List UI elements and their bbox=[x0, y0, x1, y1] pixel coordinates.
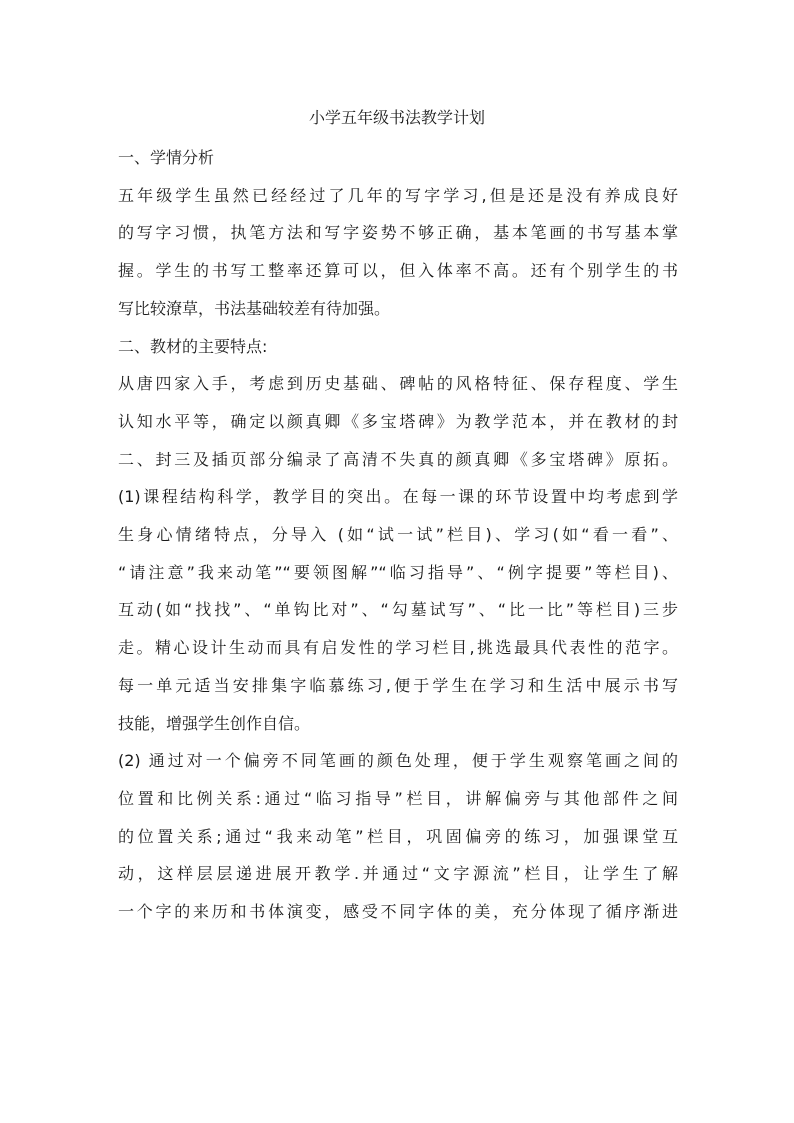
text-line: 的写字习惯，执笔方法和写字姿势不够正确，基本笔画的书写基本掌 bbox=[118, 223, 678, 243]
text-line: 写比较潦草，书法基础较差有待加强。 bbox=[118, 298, 391, 318]
text-line: 一个字的来历和书体演变，感受不同字体的美，充分体现了循序渐进 bbox=[118, 902, 678, 921]
text-line: 二、封三及插页部分编录了高清不失真的颜真卿《多宝塔碑》原拓。 bbox=[118, 449, 678, 469]
text-line: 每一单元适当安排集字临慕练习,便于学生在学习和生活中展示书写 bbox=[118, 675, 678, 695]
text-line: 生身心情绪特点，分导入 (如“试一试”栏目)、学习(如“看一看”、 bbox=[118, 525, 678, 544]
text-line: 走。精心设计生动而具有启发性的学习栏目,挑选最具代表性的范字。 bbox=[118, 638, 678, 658]
text-line: 的位置关系;通过“我来动笔”栏目，巩固偏旁的练习，加强课堂互 bbox=[118, 826, 678, 846]
text-line: 位置和比例关系:通过“临习指导”栏目，讲解偏旁与其他部件之间 bbox=[118, 788, 678, 808]
text-line: 握。学生的书写工整率还算可以，但入体率不高。还有个别学生的书 bbox=[118, 261, 678, 281]
text-line: 认知水平等，确定以颜真卿《多宝塔碑》为教学范本，并在教材的封 bbox=[118, 411, 678, 431]
text-line: 互动(如“找找”、“单钩比对”、“勾墓试写”、“比一比”等栏目)三步 bbox=[118, 600, 678, 620]
text-line: 动，这样层层递进展开教学.并通过“文字源流”栏目，让学生了解 bbox=[118, 864, 678, 884]
text-line: (2) 通过对一个偏旁不同笔画的颜色处理，便于学生观察笔画之间的 bbox=[118, 751, 678, 771]
text-line: (1)课程结构科学，教学目的突出。在每一课的环节设置中均考虑到学 bbox=[118, 487, 678, 507]
text-line: 技能，增强学生创作自信。 bbox=[118, 713, 311, 733]
text-line: 从唐四家入手，考虑到历史基础、碑帖的风格特征、保存程度、学生 bbox=[118, 374, 678, 394]
page-title: 小学五年级书法教学计划 bbox=[308, 108, 485, 127]
text-line: 二、教材的主要特点: bbox=[118, 336, 268, 356]
text-line: 一、学情分析 bbox=[118, 148, 215, 167]
text-line: “请注意”我来动笔”“要领图解”“临习指导”、“例字提要”等栏目)、 bbox=[118, 562, 678, 582]
text-line: 五年级学生虽然已经经过了几年的写字学习,但是还是没有养成良好 bbox=[118, 185, 678, 205]
